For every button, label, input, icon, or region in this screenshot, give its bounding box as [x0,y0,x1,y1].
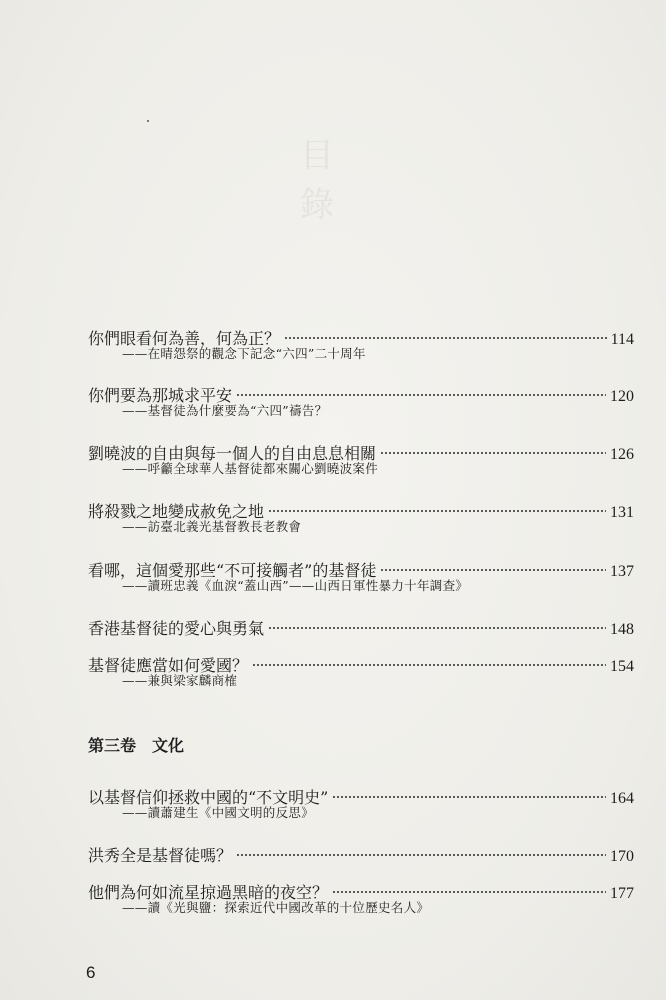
toc-entry [88,491,634,537]
toc-entry [88,608,634,638]
dot-leader [284,318,607,344]
toc-entry [88,835,634,865]
toc-entry-subtitle: ——基督徒為什麼要為“六四”禱告？ [122,403,328,418]
page-number: 6 [86,963,96,982]
toc-page-number: 114 [610,331,634,348]
toc-line[interactable] [88,375,634,405]
dot-leader [252,645,606,671]
toc-entry-title: 香港基督徒的愛心與勇氣 [88,619,265,638]
toc-page-number: 137 [610,563,634,580]
toc-page-number: 148 [610,621,634,638]
toc-line[interactable] [88,433,634,463]
toc-entry-title: 看哪，這個愛那些“不可接觸者”的基督徒 [88,561,377,580]
toc-entry [88,645,634,691]
toc-entry-subtitle: ——讀班忠義《血淚“蓋山西”——山西日軍性暴力十年調查》 [122,578,469,593]
dot-leader [332,872,606,898]
toc-line[interactable] [88,872,634,902]
toc-line[interactable] [88,777,634,807]
toc-page-number: 170 [610,848,634,865]
toc-line[interactable] [88,491,634,521]
dot-leader [380,433,606,459]
toc-entry-title: 以基督信仰拯救中國的“不文明史” [88,788,329,807]
toc-entry-title: 基督徒應當如何愛國？ [88,656,249,675]
toc-entry-title: 將殺戮之地變成赦免之地 [88,502,265,521]
toc-entry [88,433,634,479]
toc-page-number: 126 [610,446,634,463]
toc-page-number: 164 [610,790,634,807]
toc-entry-subtitle: ——訪臺北義光基督教長老教會 [122,519,302,534]
toc-entry-subtitle: ——兼與梁家麟商榷 [122,673,238,688]
toc-entry [88,318,634,364]
dot-leader [268,608,606,634]
toc-entry-title: 劉曉波的自由與每一個人的自由息息相關 [88,444,377,463]
dot-leader [236,375,606,401]
toc-line[interactable] [88,318,634,348]
toc-page-number: 131 [610,504,634,521]
toc-entry [88,777,634,823]
toc-entry [88,872,634,918]
toc-line[interactable] [88,550,634,580]
toc-entry [88,550,634,596]
toc-page-number: 154 [610,658,634,675]
section-heading: 第三卷 文化 [88,736,185,755]
dot-leader [236,835,606,861]
toc-line[interactable] [88,835,634,865]
toc-entry [88,375,634,421]
faint-header-mark: 目錄 [300,136,336,225]
toc-line[interactable] [88,645,634,675]
toc-entry-title: 洪秀全是基督徒嗎？ [88,846,233,865]
toc-entry-title: 你們要為那城求平安 [88,386,233,405]
toc-entry-title: 他們為何如流星掠過黑暗的夜空？ [88,883,329,902]
toc-entry-subtitle: ——讀《光與鹽：探索近代中國改革的十位歷史名人》 [122,900,430,915]
toc-line[interactable] [88,608,634,638]
toc-entry-subtitle: ——呼籲全球華人基督徒都來關心劉曉波案件 [122,461,379,476]
toc-entry-title: 你們眼看何為善，何為正？ [88,329,281,348]
toc-page-number: 120 [610,388,634,405]
toc-entry-subtitle: ——在晴怨祭的觀念下記念“六四”二十周年 [122,346,366,361]
dot-leader [332,777,606,803]
toc-entry-subtitle: ——讀蕭建生《中國文明的反思》 [122,805,315,820]
toc-page-number: 177 [610,885,634,902]
dot-leader [268,491,606,517]
ink-speck [147,120,149,122]
dot-leader [380,550,606,576]
